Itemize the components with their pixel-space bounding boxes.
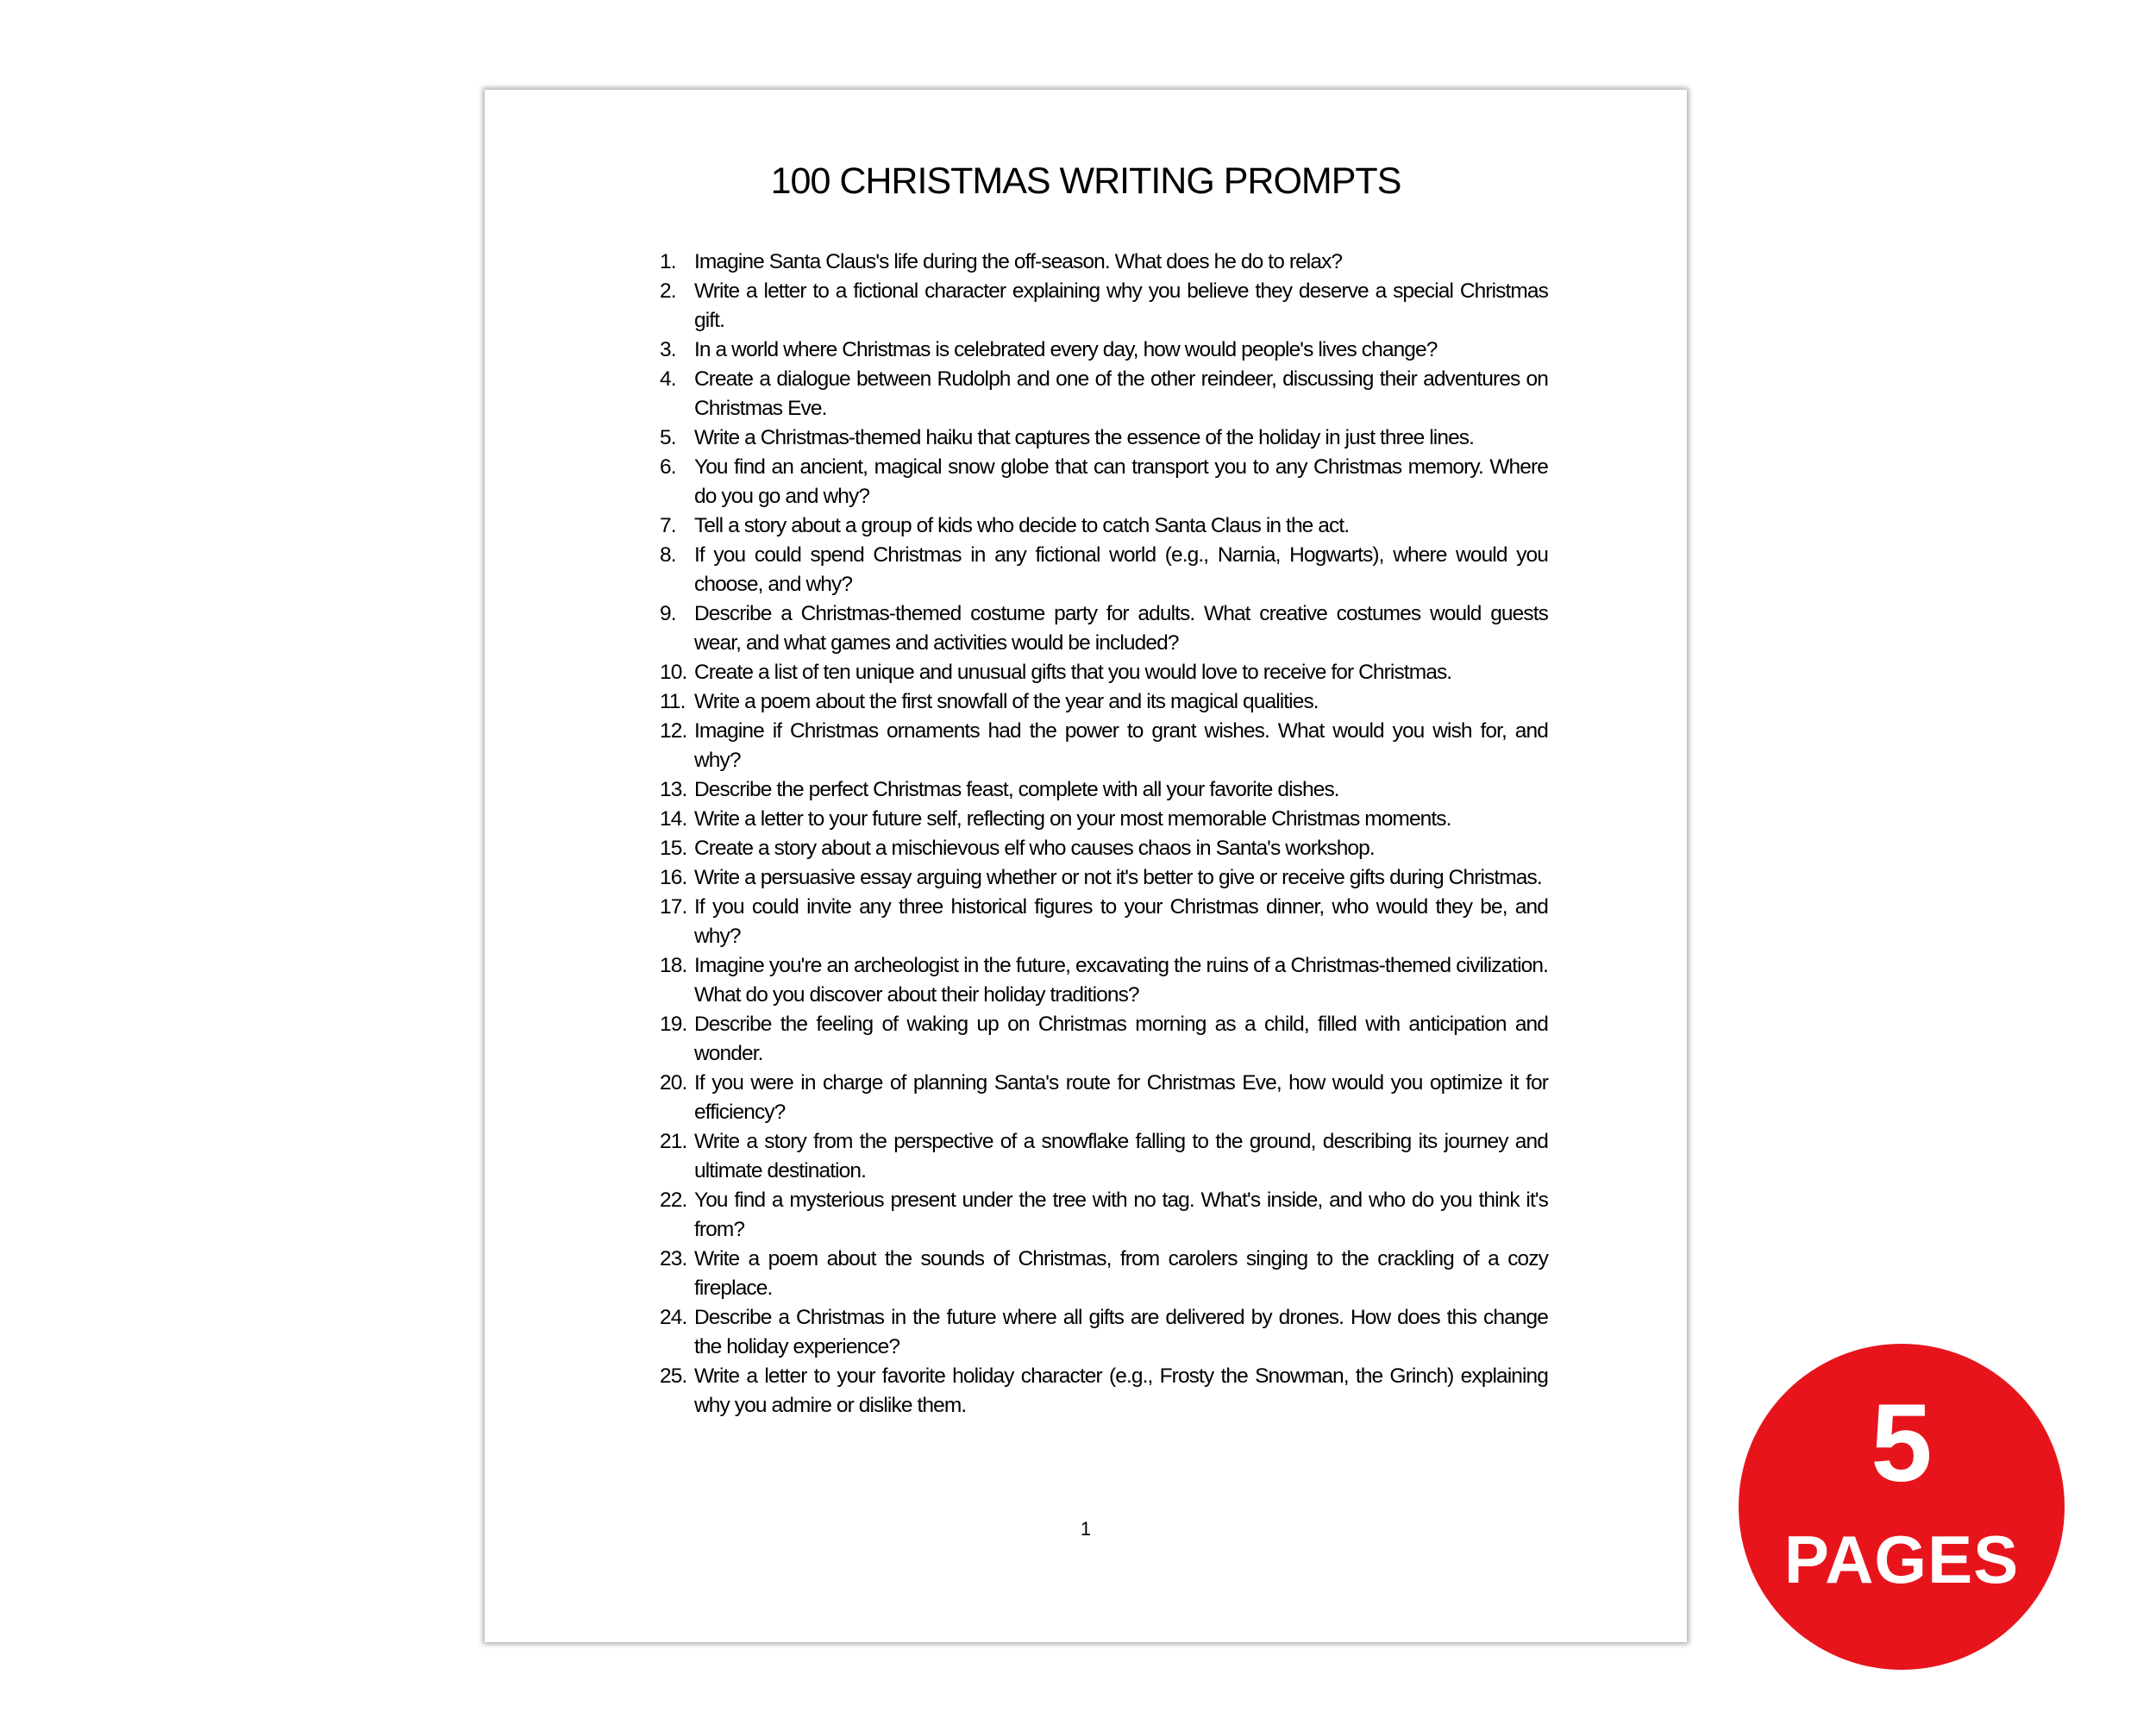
prompt-number: 17. xyxy=(660,895,687,919)
prompt-number: 22. xyxy=(660,1189,687,1212)
list-item xyxy=(660,805,1548,834)
prompt-text: Write a letter to your future self, reflecting on your most memorable Christmas moments. xyxy=(694,807,1451,831)
prompt-text: Describe a Christmas in the future where all gifts are delivered by drones. How does this change the holiday experience? xyxy=(694,1306,1548,1358)
list-item xyxy=(660,1362,1548,1421)
list-item xyxy=(660,717,1548,775)
page-count-badge xyxy=(1739,1344,2065,1670)
prompt-text: Imagine Santa Claus's life during the off-season. What does he do to relax? xyxy=(694,250,1343,273)
list-item xyxy=(660,453,1548,511)
prompt-number: 15. xyxy=(660,837,687,860)
prompt-text: If you could spend Christmas in any fictional world (e.g., Narnia, Hogwarts), where would you choose, and why? xyxy=(694,543,1548,596)
prompt-list xyxy=(660,248,1548,1421)
prompt-text: Imagine if Christmas ornaments had the power to grant wishes. What would you wish for, and why? xyxy=(694,719,1548,772)
list-item xyxy=(660,336,1548,365)
prompt-text: Write a letter to a fictional character explaining why you believe they deserve a special Christmas gift. xyxy=(694,279,1548,332)
list-item xyxy=(660,248,1548,277)
list-item xyxy=(660,511,1548,541)
prompt-text: Create a story about a mischievous elf who causes chaos in Santa's workshop. xyxy=(694,837,1375,860)
prompt-text: You find a mysterious present under the tree with no tag. What's inside, and who do you think it's from? xyxy=(694,1189,1548,1241)
prompt-text: Write a poem about the sounds of Christmas, from carolers singing to the crackling of a cozy fireplace. xyxy=(694,1247,1548,1300)
prompt-number: 11. xyxy=(660,690,686,713)
list-item xyxy=(660,365,1548,423)
list-item xyxy=(660,1186,1548,1245)
document-title: 100 CHRISTMAS WRITING PROMPTS xyxy=(770,160,1401,202)
prompt-number: 5. xyxy=(660,426,676,449)
prompt-text: If you were in charge of planning Santa's route for Christmas Eve, how would you optimize it for efficiency? xyxy=(694,1071,1548,1124)
prompt-text: Write a persuasive essay arguing whether or not it's better to give or receive gifts during Christmas. xyxy=(694,866,1542,889)
prompt-number: 12. xyxy=(660,719,687,743)
prompt-number: 4. xyxy=(660,367,676,391)
prompt-number: 21. xyxy=(660,1130,687,1153)
prompt-text: Create a list of ten unique and unusual gifts that you would love to receive for Christmas. xyxy=(694,661,1452,684)
prompt-number: 25. xyxy=(660,1364,687,1388)
list-item xyxy=(660,775,1548,805)
prompt-text: Write a story from the perspective of a snowflake falling to the ground, describing its journey and ultimate destination. xyxy=(694,1130,1548,1182)
list-item xyxy=(660,423,1548,453)
prompt-number: 3. xyxy=(660,338,676,361)
prompt-number: 14. xyxy=(660,807,687,831)
list-item xyxy=(660,1245,1548,1303)
badge-count: 5 xyxy=(1871,1382,1933,1505)
prompt-number: 10. xyxy=(660,661,687,684)
prompt-number: 24. xyxy=(660,1306,687,1329)
document-page xyxy=(485,90,1687,1642)
list-item xyxy=(660,893,1548,951)
prompt-number: 23. xyxy=(660,1247,687,1270)
prompt-text: In a world where Christmas is celebrated every day, how would people's lives change? xyxy=(694,338,1438,361)
prompt-text: Create a dialogue between Rudolph and one of the other reindeer, discussing their adventures on Christmas Eve. xyxy=(694,367,1548,420)
list-item xyxy=(660,1010,1548,1069)
list-item xyxy=(660,863,1548,893)
prompt-number: 9. xyxy=(660,602,676,625)
prompt-number: 2. xyxy=(660,279,676,303)
prompt-text: Write a poem about the first snowfall of the year and its magical qualities. xyxy=(694,690,1319,713)
prompt-text: Describe the feeling of waking up on Christmas morning as a child, filled with anticipation and wonder. xyxy=(694,1013,1548,1065)
prompt-text: Write a Christmas-themed haiku that captures the essence of the holiday in just three lines. xyxy=(694,426,1475,449)
prompt-text: You find an ancient, magical snow globe that can transport you to any Christmas memory. Where do you go and why? xyxy=(694,455,1548,508)
list-item xyxy=(660,1127,1548,1186)
prompt-number: 18. xyxy=(660,954,687,977)
badge-label: PAGES xyxy=(1783,1521,2020,1597)
prompt-number: 8. xyxy=(660,543,676,567)
list-item xyxy=(660,541,1548,599)
prompt-number: 19. xyxy=(660,1013,687,1036)
list-item xyxy=(660,658,1548,687)
prompt-text: Describe the perfect Christmas feast, complete with all your favorite dishes. xyxy=(694,778,1339,801)
list-item xyxy=(660,599,1548,658)
page-number: 1 xyxy=(1080,1518,1092,1540)
list-item xyxy=(660,834,1548,863)
list-item xyxy=(660,951,1548,1010)
prompt-text: Tell a story about a group of kids who decide to catch Santa Claus in the act. xyxy=(694,514,1350,537)
prompt-text: Write a letter to your favorite holiday character (e.g., Frosty the Snowman, the Grinch) explaining why you admire or dislike them. xyxy=(694,1364,1548,1417)
prompt-number: 20. xyxy=(660,1071,687,1095)
list-item xyxy=(660,1303,1548,1362)
prompt-number: 16. xyxy=(660,866,687,889)
list-item xyxy=(660,687,1548,717)
prompt-number: 1. xyxy=(660,250,676,273)
prompt-number: 7. xyxy=(660,514,676,537)
list-item xyxy=(660,277,1548,336)
prompt-number: 6. xyxy=(660,455,676,479)
prompt-text: Imagine you're an archeologist in the future, excavating the ruins of a Christmas-themed civilization. What do you discover about their holiday traditions? xyxy=(694,954,1548,1007)
prompt-number: 13. xyxy=(660,778,687,801)
prompt-text: If you could invite any three historical figures to your Christmas dinner, who would they be, and why? xyxy=(694,895,1548,948)
list-item xyxy=(660,1069,1548,1127)
prompt-text: Describe a Christmas-themed costume party for adults. What creative costumes would guests wear, and what games and activities would be included? xyxy=(694,602,1548,655)
